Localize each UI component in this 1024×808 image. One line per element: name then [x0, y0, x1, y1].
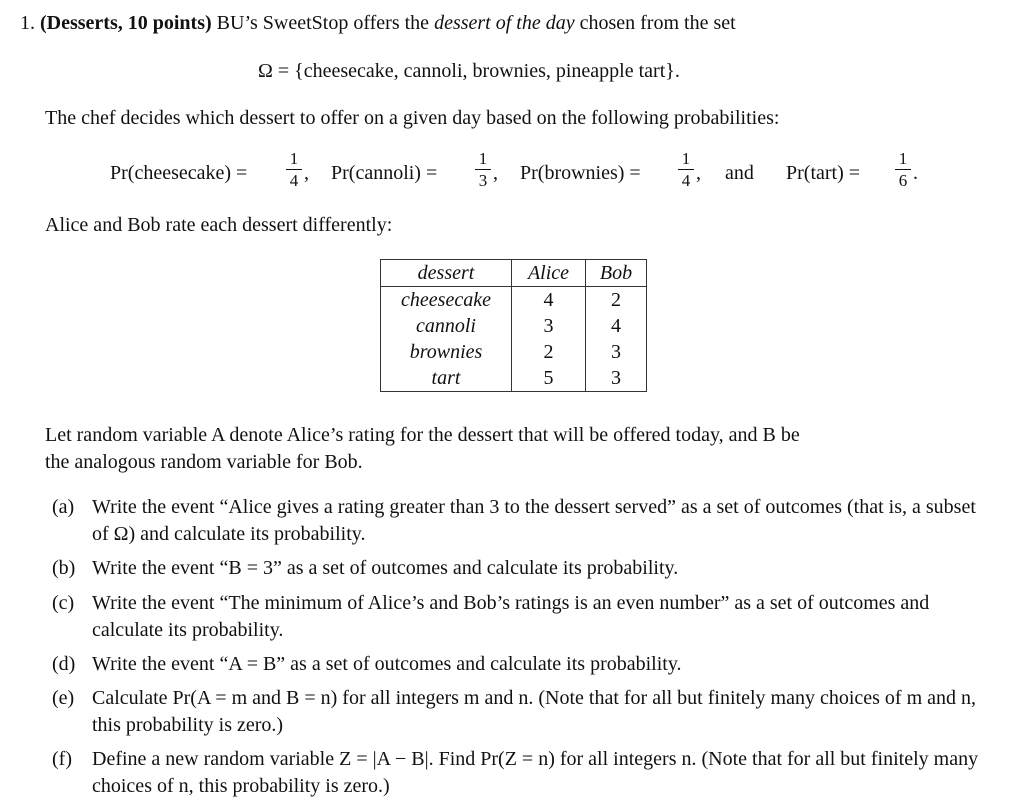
part-label: (a): [52, 496, 75, 518]
row-dessert: brownies: [381, 339, 512, 365]
header-bob: Bob: [586, 260, 647, 287]
part-label: (e): [52, 687, 75, 709]
part-label: (f): [52, 748, 72, 770]
prob-cheesecake-num: 1: [286, 150, 302, 170]
row-bob: 3: [611, 341, 621, 363]
rv-line-2: the analogous random variable for Bob.: [45, 451, 363, 473]
row-alice: 4: [512, 287, 586, 314]
part-text: Calculate Pr(A = m and B = n) for all integers m and n. (Note that for all but finitely many choices of m and n, this probability is zero.): [92, 687, 977, 736]
prob-tart-label: Pr(tart) =: [786, 162, 861, 184]
part-text: Define a new random variable Z = |A − B|. Find Pr(Z = n) for all integers n. (Note that for all but finitely many choices of n, this probability is zero.): [92, 748, 979, 797]
prob-cheesecake-label: Pr(cheesecake) =: [110, 162, 248, 184]
part-label: (b): [52, 557, 76, 579]
outcome-set: Ω = {cheesecake, cannoli, brownies, pineapple tart}.: [258, 60, 680, 82]
part-e: [52, 685, 992, 739]
prob-cheesecake-fraction: [286, 150, 302, 189]
prob-brownies-den: 4: [681, 171, 691, 190]
part-label: (c): [52, 592, 75, 614]
prob-joiner: and: [725, 162, 754, 184]
row-alice: 5: [512, 365, 586, 392]
part-b: [52, 555, 992, 582]
prob-cannoli-label: Pr(cannoli) =: [331, 162, 438, 184]
header-alice: Alice: [512, 260, 586, 287]
prob-cannoli-fraction: [475, 150, 491, 189]
part-c: [52, 590, 992, 644]
prob-cannoli-after: ,: [493, 162, 498, 184]
problem-number: 1.: [20, 12, 35, 34]
row-bob: 3: [611, 367, 621, 389]
table-row: [381, 339, 647, 365]
part-text: Write the event “A = B” as a set of outcomes and calculate its probability.: [92, 653, 682, 675]
prob-tart-num: 1: [895, 150, 911, 170]
part-f: [52, 746, 992, 800]
problem-intro-end: chosen from the set: [579, 12, 736, 34]
part-d: [52, 651, 992, 678]
prob-brownies-label: Pr(brownies) =: [520, 162, 641, 184]
prob-brownies-after: ,: [696, 162, 701, 184]
chef-line: The chef decides which dessert to offer on a given day based on the following probabilities:: [45, 107, 780, 129]
part-a: [52, 494, 992, 548]
rate-line: Alice and Bob rate each dessert differently:: [45, 214, 393, 236]
row-dessert: tart: [381, 365, 512, 392]
prob-cheesecake-after: ,: [304, 162, 309, 184]
table-row: [381, 313, 647, 339]
row-dessert: cannoli: [381, 313, 512, 339]
ratings-table: [380, 259, 647, 392]
header-dessert: dessert: [381, 260, 512, 287]
prob-cannoli-num: 1: [475, 150, 491, 170]
row-alice: 2: [512, 339, 586, 365]
part-text: Write the event “The minimum of Alice’s and Bob’s ratings is an even number” as a set of outcomes and calculate its probability.: [92, 592, 930, 641]
prob-tart-den: 6: [898, 171, 908, 190]
table-row: [381, 365, 647, 392]
problem-intro-italic: dessert of the day: [434, 12, 575, 34]
prob-brownies-num: 1: [678, 150, 694, 170]
problem-header: [20, 11, 736, 36]
prob-brownies-fraction: [678, 150, 694, 189]
problem-intro: BU’s SweetStop offers the: [216, 12, 430, 34]
table-header-row: [381, 260, 647, 287]
prob-cannoli-den: 3: [478, 171, 488, 190]
prob-tart-fraction: [895, 150, 911, 189]
part-label: (d): [52, 653, 76, 675]
row-alice: 3: [512, 313, 586, 339]
prob-tart-after: .: [913, 162, 918, 184]
row-dessert: cheesecake: [381, 287, 512, 314]
problem-title: (Desserts, 10 points): [40, 12, 212, 34]
part-text: Write the event “B = 3” as a set of outcomes and calculate its probability.: [92, 557, 679, 579]
prob-cheesecake-den: 4: [289, 171, 299, 190]
table-row: [381, 287, 647, 314]
rv-line-1: Let random variable A denote Alice’s rating for the dessert that will be offered today, and B be: [45, 424, 800, 446]
row-bob: 2: [611, 289, 621, 311]
row-bob: 4: [611, 315, 621, 337]
part-text: Write the event “Alice gives a rating greater than 3 to the dessert served” as a set of outcomes (that is, a subset of Ω) and calculate its probability.: [92, 496, 976, 545]
